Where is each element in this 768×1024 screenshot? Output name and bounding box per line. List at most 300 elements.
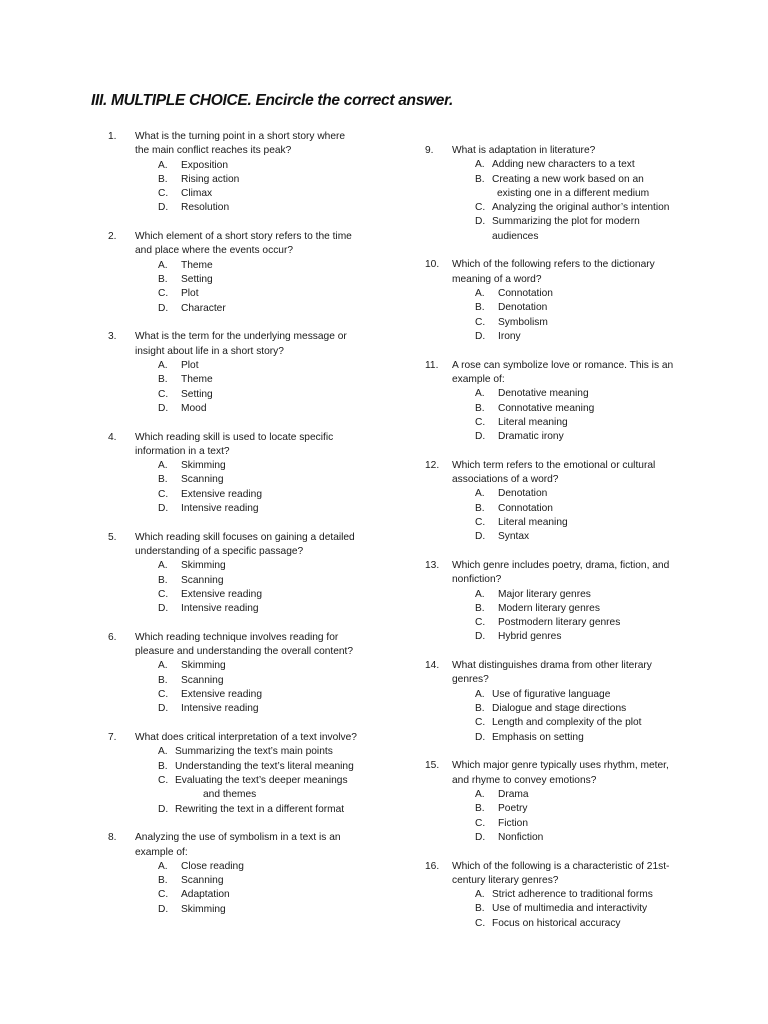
option-text <box>181 273 213 287</box>
option-text-line: Focus on historical accuracy <box>492 917 621 929</box>
option-letter: C. <box>475 517 486 528</box>
option-letter: A. <box>475 788 485 800</box>
question-text: A rose can symbolize love or romance. This is an example of: <box>452 359 674 385</box>
question-text: Analyzing the use of symbolism in a text is an example of: <box>135 832 341 858</box>
option-text-line: Strict adherence to traditional forms <box>492 889 653 901</box>
option-letter: D. <box>475 216 486 228</box>
option-letter: C. <box>158 188 169 200</box>
option-text <box>492 158 635 172</box>
option-text-line: Setting <box>181 274 213 286</box>
answer-option[interactable] <box>108 674 408 688</box>
option-text <box>498 788 529 802</box>
question-number: 2. <box>108 231 117 243</box>
option-text-line: Scanning <box>181 674 224 686</box>
option-text <box>492 888 653 902</box>
answer-option[interactable] <box>425 902 725 916</box>
question-stem <box>108 130 408 159</box>
question-text: Which major genre typically uses rhythm, meter, and rhyme to convey emotions? <box>452 760 669 786</box>
option-letter: B. <box>158 875 168 887</box>
question-text: What is the term for the underlying message or insight about life in a short story? <box>135 331 347 357</box>
option-letter: D. <box>158 302 169 314</box>
answer-option[interactable] <box>108 187 408 201</box>
answer-option[interactable] <box>108 201 408 215</box>
question-item <box>425 860 725 931</box>
question-number: 16. <box>425 860 440 872</box>
option-text <box>175 774 348 803</box>
answer-option[interactable] <box>425 502 725 516</box>
option-letter: A. <box>158 359 168 371</box>
answer-option[interactable] <box>425 201 725 215</box>
option-text <box>498 402 594 416</box>
option-text-line: Fiction <box>498 817 529 829</box>
answer-option[interactable] <box>108 774 408 803</box>
question-text: Which reading technique involves reading for pleasure and understanding the overall content? <box>135 631 354 658</box>
option-text-continuation: and themes <box>203 789 257 801</box>
answer-option[interactable] <box>425 316 725 330</box>
option-text-line: Character <box>181 302 226 314</box>
option-letter: A. <box>475 288 485 300</box>
option-text <box>498 502 553 516</box>
option-text <box>181 201 229 215</box>
option-text <box>492 215 640 244</box>
option-text <box>181 388 213 402</box>
option-text <box>181 502 259 516</box>
option-text-line: Skimming <box>181 560 226 572</box>
question-number: 14. <box>425 660 440 672</box>
answer-option[interactable] <box>108 688 408 702</box>
option-text-line: Dramatic irony <box>498 431 564 443</box>
option-text-line: Intensive reading <box>181 603 259 615</box>
answer-option[interactable] <box>108 373 408 387</box>
option-letter: B. <box>475 903 485 915</box>
question-number: 13. <box>425 559 440 571</box>
question-number: 6. <box>108 631 117 643</box>
option-letter: B. <box>158 674 168 686</box>
option-text <box>492 917 621 931</box>
option-text <box>181 402 206 416</box>
answer-option[interactable] <box>425 817 725 831</box>
option-letter: B. <box>158 173 168 185</box>
question-stem <box>425 559 725 588</box>
option-text <box>181 860 244 874</box>
answer-option[interactable] <box>108 602 408 616</box>
option-text-line: Exposition <box>181 159 229 171</box>
option-letter: D. <box>475 731 486 743</box>
answer-option[interactable] <box>108 502 408 516</box>
option-letter: C. <box>475 917 486 929</box>
question-text: Which term refers to the emotional or cultural associations of a word? <box>452 459 656 486</box>
option-text-line: Syntax <box>498 531 530 543</box>
option-text <box>498 330 521 344</box>
question-stem <box>108 230 408 259</box>
option-letter: A. <box>158 460 168 472</box>
option-text <box>181 302 226 316</box>
answer-option[interactable] <box>425 731 725 745</box>
answer-option[interactable] <box>108 287 408 301</box>
option-text-line: Analyzing the original author’s intention <box>492 202 670 214</box>
option-text <box>498 831 543 845</box>
question-stem <box>425 459 725 488</box>
option-text-continuation: audiences <box>492 230 539 242</box>
option-letter: D. <box>475 631 486 643</box>
answer-option[interactable] <box>425 330 725 344</box>
option-letter: D. <box>475 531 486 543</box>
option-letter: D. <box>158 402 169 414</box>
option-letter: A. <box>158 159 168 171</box>
answer-option[interactable] <box>425 917 725 931</box>
answer-option[interactable] <box>425 688 725 702</box>
question-item <box>425 659 725 745</box>
answer-option[interactable] <box>425 173 725 202</box>
option-letter: C. <box>158 774 169 786</box>
option-text <box>181 359 199 373</box>
option-text <box>498 487 547 501</box>
answer-option[interactable] <box>425 530 725 544</box>
option-letter: D. <box>158 503 169 514</box>
answer-option[interactable] <box>425 831 725 845</box>
option-letter: C. <box>475 617 486 629</box>
answer-option[interactable] <box>425 630 725 644</box>
option-text <box>498 530 529 544</box>
option-text <box>498 817 528 831</box>
option-text-line: Understanding the text’s literal meaning <box>175 760 354 772</box>
question-stem <box>108 631 408 660</box>
option-text-line: Scanning <box>181 574 224 586</box>
answer-option[interactable] <box>108 702 408 716</box>
question-item <box>108 831 408 917</box>
option-letter: D. <box>475 431 486 443</box>
question-item <box>425 144 725 244</box>
option-text-line: Irony <box>498 330 521 342</box>
option-text <box>181 659 226 673</box>
answer-option[interactable] <box>108 359 408 373</box>
answer-option[interactable] <box>425 702 725 716</box>
option-letter: C. <box>158 588 169 600</box>
option-text-line: Summarizing the plot for modern <box>492 216 640 228</box>
option-letter: D. <box>475 330 486 342</box>
question-text: What distinguishes drama from other literary genres? <box>452 660 652 686</box>
option-letter: A. <box>475 159 485 171</box>
option-letter: A. <box>475 889 485 901</box>
option-text-line: Rewriting the text in a different format <box>175 803 345 815</box>
option-text-line: Plot <box>181 288 199 300</box>
option-text <box>181 287 199 301</box>
option-letter: B. <box>475 803 485 815</box>
option-text <box>498 316 548 330</box>
option-text-line: Hybrid genres <box>498 631 562 643</box>
option-letter: B. <box>158 274 168 286</box>
option-text <box>492 716 642 730</box>
question-item <box>108 431 408 517</box>
option-letter: B. <box>158 374 168 386</box>
option-text <box>498 516 568 530</box>
section-title: III. MULTIPLE CHOICE. Encircle the correct answer. <box>91 92 453 109</box>
option-text-line: Connotation <box>498 288 553 300</box>
answer-option[interactable] <box>425 487 725 501</box>
question-number: 7. <box>108 732 117 744</box>
option-text <box>492 731 584 745</box>
option-text-line: Setting <box>181 388 213 400</box>
option-text <box>498 802 527 816</box>
option-text-line: Dialogue and stage directions <box>492 703 627 715</box>
option-text <box>181 173 239 187</box>
option-text <box>498 387 589 401</box>
answer-option[interactable] <box>425 387 725 401</box>
option-text <box>181 459 226 473</box>
question-number: 3. <box>108 331 117 343</box>
option-letter: B. <box>475 502 485 514</box>
option-text-line: Modern literary genres <box>498 602 600 614</box>
option-letter: C. <box>475 416 486 428</box>
question-stem <box>425 258 725 287</box>
answer-option[interactable] <box>108 803 408 817</box>
option-text-line: Intensive reading <box>181 503 259 514</box>
question-stem <box>425 860 725 889</box>
option-letter: C. <box>475 717 486 729</box>
question-item <box>425 459 725 545</box>
option-letter: C. <box>475 316 486 328</box>
option-text-line: Scanning <box>181 875 224 887</box>
option-text <box>498 602 600 616</box>
option-text <box>492 173 649 202</box>
answer-option[interactable] <box>425 802 725 816</box>
answer-option[interactable] <box>108 273 408 287</box>
question-number: 1. <box>108 131 117 142</box>
option-text-line: Extensive reading <box>181 488 262 500</box>
question-number: 5. <box>108 531 117 543</box>
answer-option[interactable] <box>108 402 408 416</box>
option-letter: C. <box>158 388 169 400</box>
answer-option[interactable] <box>425 301 725 315</box>
answer-option[interactable] <box>108 903 408 917</box>
option-text-line: Drama <box>498 788 529 800</box>
answer-option[interactable] <box>425 416 725 430</box>
answer-option[interactable] <box>108 860 408 874</box>
question-item <box>425 759 725 845</box>
option-text-line: Emphasis on setting <box>492 731 584 743</box>
answer-option[interactable] <box>425 516 725 530</box>
answer-option[interactable] <box>108 559 408 573</box>
option-text <box>181 574 223 588</box>
option-letter: A. <box>475 588 485 600</box>
option-text <box>498 301 547 315</box>
answer-option[interactable] <box>108 888 408 902</box>
question-stem <box>108 731 408 745</box>
question-text: Which reading skill is used to locate specific information in a text? <box>135 431 334 457</box>
answer-option[interactable] <box>108 760 408 774</box>
option-letter: D. <box>158 803 169 815</box>
question-item <box>425 359 725 445</box>
answer-option[interactable] <box>108 588 408 602</box>
question-number: 4. <box>108 431 117 443</box>
question-text: Which of the following is a characteristic of 21st-century literary genres? <box>452 860 670 886</box>
question-item <box>108 531 408 617</box>
option-text-line: Close reading <box>181 860 244 872</box>
option-text-line: Skimming <box>181 903 226 915</box>
option-text <box>175 760 354 774</box>
question-item <box>108 330 408 416</box>
option-text <box>181 674 223 688</box>
answer-option[interactable] <box>108 874 408 888</box>
option-text <box>181 259 213 273</box>
option-text-line: Plot <box>181 359 199 371</box>
question-number: 10. <box>425 259 440 271</box>
question-item <box>108 631 408 717</box>
question-stem <box>425 659 725 688</box>
answer-option[interactable] <box>425 588 725 602</box>
option-text-line: Connotative meaning <box>498 402 595 414</box>
option-text-line: Summarizing the text’s main points <box>175 746 333 758</box>
question-number: 12. <box>425 459 440 471</box>
option-letter: A. <box>158 259 168 271</box>
option-text-line: Adding new characters to a text <box>492 159 635 171</box>
option-text-line: Denotation <box>498 488 548 500</box>
option-text <box>181 588 262 602</box>
option-text-line: Connotation <box>498 502 553 514</box>
question-item <box>108 130 408 216</box>
option-letter: B. <box>475 302 485 314</box>
answer-option[interactable] <box>108 745 408 759</box>
option-letter: C. <box>475 202 486 214</box>
option-text-line: Mood <box>181 402 207 414</box>
option-letter: B. <box>475 173 485 185</box>
answer-option[interactable] <box>108 173 408 187</box>
option-letter: A. <box>158 860 168 872</box>
option-text-line: Resolution <box>181 202 230 214</box>
option-text <box>492 702 626 716</box>
option-text <box>181 602 259 616</box>
option-text-line: Denotation <box>498 302 548 314</box>
answer-option[interactable] <box>108 159 408 173</box>
option-letter: D. <box>158 202 169 214</box>
option-text-line: Literal meaning <box>498 416 568 428</box>
option-letter: B. <box>475 602 485 614</box>
option-text-line: Theme <box>181 374 213 386</box>
option-text-line: Adaptation <box>181 889 230 901</box>
answer-option[interactable] <box>108 659 408 673</box>
question-stem <box>425 759 725 788</box>
option-text-line: Theme <box>181 259 213 271</box>
option-text-line: Symbolism <box>498 316 548 328</box>
option-text-line: Extensive reading <box>181 689 262 701</box>
option-text-line: Skimming <box>181 660 226 672</box>
answer-option[interactable] <box>108 488 408 502</box>
option-text <box>498 616 620 630</box>
option-letter: A. <box>475 688 485 700</box>
option-text-line: Creating a new work based on an <box>492 173 644 185</box>
option-text <box>181 159 228 173</box>
question-text: What is the turning point in a short story where the main conflict reaches its peak? <box>135 131 346 157</box>
option-text <box>498 630 561 644</box>
question-number: 9. <box>425 145 434 156</box>
question-item <box>108 230 408 316</box>
answer-option[interactable] <box>425 716 725 730</box>
option-text <box>498 430 564 444</box>
option-text-line: Postmodern literary genres <box>498 617 621 629</box>
answer-option[interactable] <box>425 402 725 416</box>
question-item <box>425 559 725 645</box>
option-text-line: Literal meaning <box>498 517 568 528</box>
option-letter: D. <box>158 903 169 915</box>
option-letter: B. <box>158 574 168 586</box>
option-letter: A. <box>158 746 168 758</box>
option-text-line: Denotative meaning <box>498 388 589 400</box>
option-text <box>181 903 226 917</box>
question-text: Which element of a short story refers to the time and place where the events occur? <box>135 231 352 257</box>
option-text <box>492 201 669 215</box>
question-item <box>425 258 725 344</box>
option-letter: D. <box>158 703 169 715</box>
option-letter: A. <box>475 388 485 400</box>
option-text-line: Use of multimedia and interactivity <box>492 903 648 915</box>
answer-option[interactable] <box>108 259 408 273</box>
answer-option[interactable] <box>425 788 725 802</box>
answer-option[interactable] <box>425 158 725 172</box>
option-text-line: Evaluating the text’s deeper meanings <box>175 774 348 786</box>
option-letter: B. <box>158 474 168 486</box>
option-letter: C. <box>158 488 169 500</box>
option-letter: B. <box>158 760 168 772</box>
option-text-line: Skimming <box>181 460 226 472</box>
answer-option[interactable] <box>425 287 725 301</box>
option-letter: C. <box>158 889 169 901</box>
option-text-line: Use of figurative language <box>492 688 611 700</box>
answer-option[interactable] <box>425 616 725 630</box>
option-letter: B. <box>475 402 485 414</box>
question-number: 15. <box>425 760 440 772</box>
option-text-line: Poetry <box>498 803 528 815</box>
question-text: Which genre includes poetry, drama, fiction, and nonfiction? <box>452 559 670 586</box>
answer-option[interactable] <box>425 215 725 244</box>
option-letter: B. <box>475 703 485 715</box>
option-letter: A. <box>158 660 168 672</box>
answer-option[interactable] <box>108 459 408 473</box>
answer-option[interactable] <box>108 574 408 588</box>
option-text <box>175 803 344 817</box>
option-letter: C. <box>158 689 169 701</box>
option-text-line: Length and complexity of the plot <box>492 717 642 729</box>
question-column-left <box>108 130 408 931</box>
option-text <box>181 187 212 201</box>
option-text <box>175 745 333 759</box>
option-text-line: Extensive reading <box>181 588 262 600</box>
option-text-line: Nonfiction <box>498 831 544 843</box>
option-text <box>181 688 262 702</box>
question-stem <box>108 831 408 860</box>
answer-option[interactable] <box>425 888 725 902</box>
answer-option[interactable] <box>108 473 408 487</box>
answer-option[interactable] <box>425 430 725 444</box>
answer-option[interactable] <box>108 302 408 316</box>
question-text: What does critical interpretation of a text involve? <box>135 732 357 744</box>
option-text <box>498 287 553 301</box>
answer-option[interactable] <box>108 388 408 402</box>
option-letter: C. <box>158 288 169 300</box>
option-text-line: Intensive reading <box>181 703 259 715</box>
option-letter: C. <box>475 817 486 829</box>
option-letter: A. <box>475 488 485 500</box>
option-text-line: Scanning <box>181 474 224 486</box>
question-text: What is adaptation in literature? <box>452 145 596 156</box>
option-text-line: Rising action <box>181 173 240 185</box>
option-letter: D. <box>475 831 486 843</box>
question-number: 11. <box>425 359 439 371</box>
question-stem <box>108 330 408 359</box>
option-letter: D. <box>158 603 169 615</box>
answer-option[interactable] <box>425 602 725 616</box>
option-text <box>181 473 223 487</box>
question-text: Which of the following refers to the dictionary meaning of a word? <box>452 259 655 285</box>
